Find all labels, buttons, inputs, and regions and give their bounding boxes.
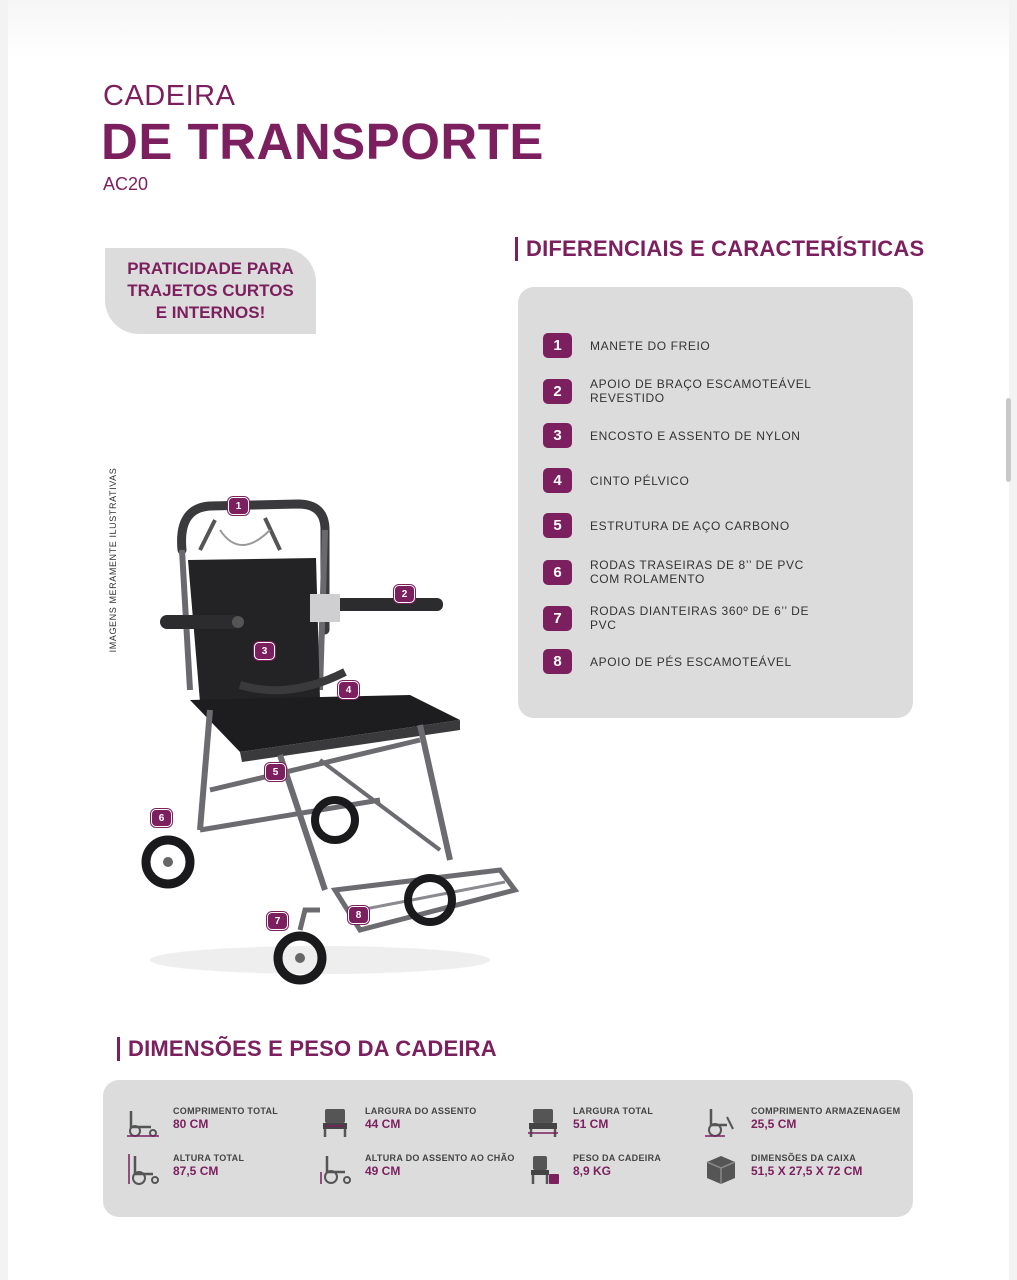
dimension-item [703, 1105, 900, 1139]
feature-number: 6 [543, 560, 572, 585]
chair-marker-3: 3 [254, 642, 275, 660]
tagline-text: PRATICIDADE PARA TRAJETOS CURTOS E INTERNOS! [127, 259, 294, 322]
features-panel [518, 287, 913, 718]
dimension-label: ALTURA DO ASSENTO AO CHÃO [365, 1153, 515, 1163]
chair-marker-4: 4 [338, 681, 359, 699]
box-icon [703, 1152, 739, 1186]
dimension-item [317, 1152, 515, 1186]
dimension-item [317, 1105, 477, 1139]
dimension-value: 80 CM [173, 1117, 209, 1131]
transport-chair-illustration [120, 490, 530, 1000]
dimension-item [703, 1152, 862, 1186]
illustrative-note: IMAGENS MERAMENTE ILUSTRATIVAS [108, 467, 118, 653]
dimension-label: COMPRIMENTO TOTAL [173, 1106, 279, 1116]
dimension-item [525, 1105, 653, 1139]
feature-number: 3 [543, 423, 572, 448]
model-code: AC20 [103, 174, 149, 194]
chair-marker-6: 6 [151, 809, 172, 827]
seat-height-icon [317, 1152, 353, 1186]
tagline-badge [105, 248, 316, 334]
feature-text: ENCOSTO E ASSENTO DE NYLON [590, 428, 801, 443]
dimension-label: LARGURA DO ASSENTO [365, 1106, 477, 1116]
dimension-value: 49 CM [365, 1164, 401, 1178]
feature-number: 5 [543, 513, 572, 538]
dimension-value: 44 CM [365, 1117, 401, 1131]
feature-item [543, 333, 893, 358]
scrollbar[interactable] [1006, 398, 1011, 482]
feature-text: CINTO PÉLVICO [590, 473, 690, 488]
title-line-1: CADEIRA [103, 80, 236, 112]
dimension-label: DIMENSÕES DA CAIXA [751, 1153, 857, 1163]
top-fade [8, 0, 1009, 60]
dimension-item [525, 1152, 661, 1186]
dimension-value: 51,5 X 27,5 X 72 CM [751, 1164, 863, 1178]
seat-width-icon [317, 1105, 353, 1139]
chair-length-icon [125, 1105, 161, 1139]
feature-item [543, 377, 893, 405]
dimension-value: 8,9 KG [573, 1164, 612, 1178]
chair-marker-2: 2 [394, 585, 415, 603]
feature-number: 2 [543, 379, 572, 404]
dimension-label: LARGURA TOTAL [573, 1106, 654, 1116]
feature-number: 1 [543, 333, 572, 358]
chair-marker-5: 5 [265, 763, 286, 781]
feature-item [543, 513, 893, 538]
feature-item [543, 423, 893, 448]
dimensions-panel [103, 1080, 913, 1217]
title-line-2: DE TRANSPORTE [101, 113, 544, 170]
dimension-label: PESO DA CADEIRA [573, 1153, 662, 1163]
chair-marker-8: 8 [348, 906, 369, 924]
feature-text: ESTRUTURA DE AÇO CARBONO [590, 518, 790, 533]
features-title: DIFERENCIAIS E CARACTERÍSTICAS [515, 237, 924, 261]
feature-number: 7 [543, 606, 572, 631]
weight-icon [525, 1152, 561, 1186]
feature-number: 4 [543, 468, 572, 493]
feature-item [543, 604, 893, 632]
feature-item [543, 558, 893, 586]
dimension-label: ALTURA TOTAL [173, 1153, 245, 1163]
chair-marker-7: 7 [267, 912, 288, 930]
transport-chair-drawing [120, 490, 530, 1000]
feature-text: MANETE DO FREIO [590, 338, 711, 353]
dimension-value: 51 CM [573, 1117, 609, 1131]
feature-item [543, 468, 893, 493]
storage-length-icon [703, 1105, 739, 1139]
feature-text: RODAS DIANTEIRAS 360º DE 6’’ DE PVC [590, 604, 810, 632]
dimension-value: 25,5 CM [751, 1117, 797, 1131]
dimensions-title: DIMENSÕES E PESO DA CADEIRA [117, 1037, 497, 1061]
feature-text: RODAS TRASEIRAS DE 8’’ DE PVC COM ROLAMENTO [590, 558, 804, 586]
dimension-value: 87,5 CM [173, 1164, 219, 1178]
total-height-icon [125, 1152, 161, 1186]
dimension-label: COMPRIMENTO ARMAZENAGEM [751, 1106, 901, 1116]
chair-marker-1: 1 [228, 497, 249, 515]
dimension-item [125, 1152, 244, 1186]
feature-text: APOIO DE BRAÇO ESCAMOTEÁVEL REVESTIDO [590, 377, 812, 405]
feature-item [543, 649, 893, 674]
total-width-icon [525, 1105, 561, 1139]
feature-text: APOIO DE PÉS ESCAMOTEÁVEL [590, 654, 792, 669]
feature-number: 8 [543, 649, 572, 674]
dimension-item [125, 1105, 278, 1139]
